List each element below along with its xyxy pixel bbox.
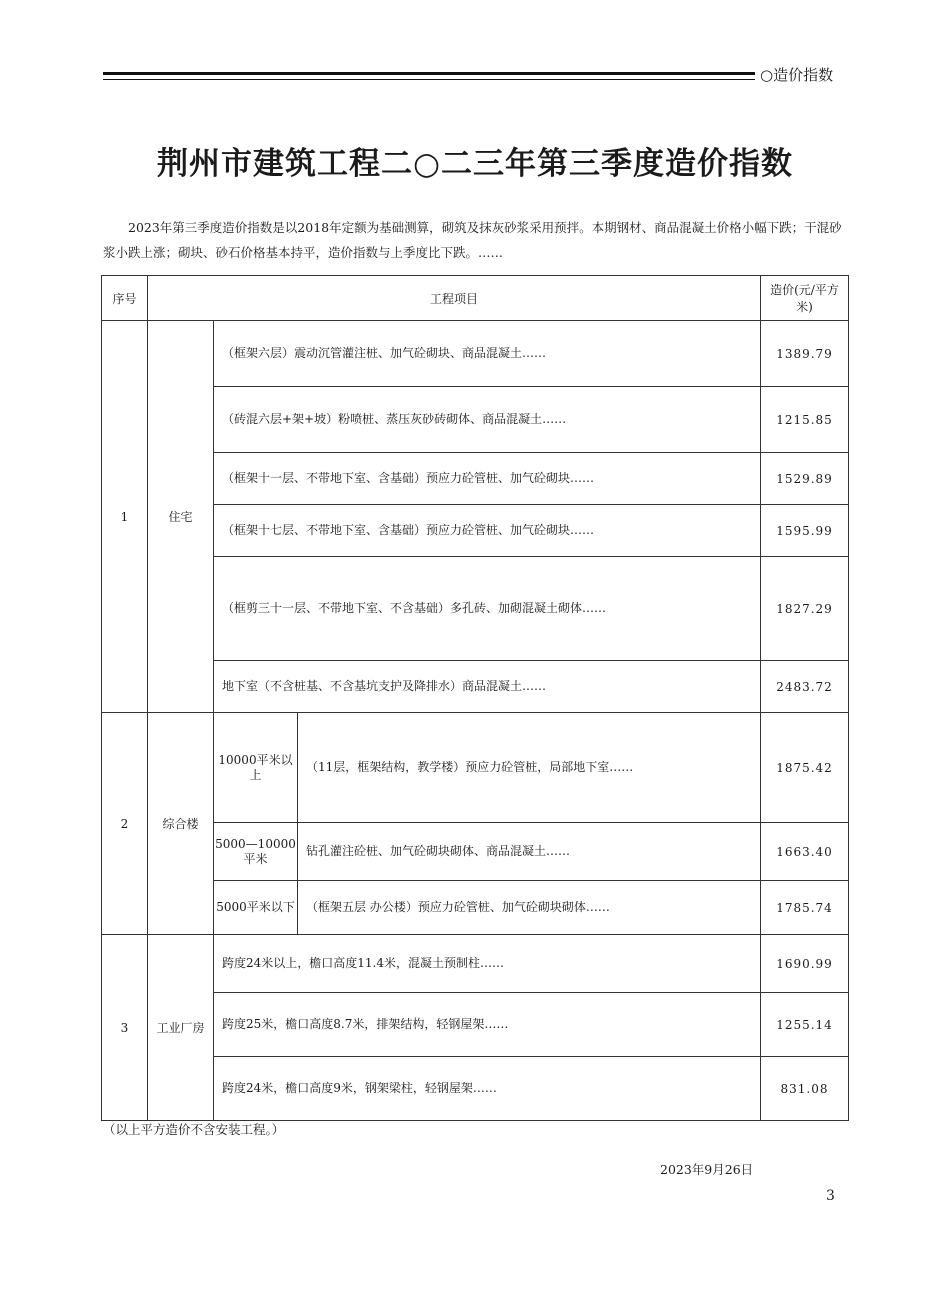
- description-cell: 地下室（不含桩基、不含基坑支护及降排水）商品混凝土……: [214, 661, 761, 713]
- category-cell: 综合楼: [148, 713, 214, 935]
- description-cell: （11层，框架结构，教学楼）预应力砼管桩，局部地下室……: [298, 713, 761, 823]
- issue-date: 2023年9月26日: [660, 1162, 754, 1177]
- price-cell: 1827.29: [761, 557, 849, 661]
- description-cell: （框架五层 办公楼）预应力砼管桩、加气砼砌块砌体……: [298, 881, 761, 935]
- price-cell: 1389.79: [761, 321, 849, 387]
- table-row: [102, 505, 849, 557]
- seq-cell: 2: [102, 713, 148, 935]
- description-cell: （砖混六层+架+坡）粉喷桩、蒸压灰砂砖砌体、商品混凝土……: [214, 387, 761, 453]
- header-rule-thin: [103, 79, 755, 80]
- price-index-table: [101, 275, 849, 1121]
- table-row: [102, 557, 849, 661]
- price-cell: 1690.99: [761, 935, 849, 993]
- price-cell: 2483.72: [761, 661, 849, 713]
- description-cell: 跨度24米，檐口高度9米，钢架梁柱，轻钢屋架……: [214, 1057, 761, 1121]
- price-cell: 831.08: [761, 1057, 849, 1121]
- section-tag: ○造价指数: [760, 66, 834, 84]
- description-cell: 跨度24米以上，檐口高度11.4米，混凝土预制柱……: [214, 935, 761, 993]
- description-cell: 钻孔灌注砼桩、加气砼砌块砌体、商品混凝土……: [298, 823, 761, 881]
- table-row: [102, 993, 849, 1057]
- intro-paragraph: 2023年第三季度造价指数是以2018年定额为基础测算，砌筑及抹灰砂浆采用预拌。本期钢材、商品混凝土价格小幅下跌；干混砂浆小跌上涨；砌块、砂石价格基本持平，造价指数与上季度比下跌。……: [103, 220, 842, 260]
- header-price: 造价(元/平方米): [761, 276, 849, 321]
- header-seq: 序号: [102, 276, 148, 321]
- seq-cell: 1: [102, 321, 148, 713]
- price-cell: 1215.85: [761, 387, 849, 453]
- header-project: 工程项目: [148, 276, 761, 321]
- price-cell: 1875.42: [761, 713, 849, 823]
- description-cell: （框剪三十一层、不带地下室、不含基础）多孔砖、加砌混凝土砌体……: [214, 557, 761, 661]
- page-number: 3: [826, 1188, 835, 1204]
- table-row: [102, 1057, 849, 1121]
- category-cell: 工业厂房: [148, 935, 214, 1121]
- price-cell: 1785.74: [761, 881, 849, 935]
- seq-cell: 3: [102, 935, 148, 1121]
- description-cell: 跨度25米，檐口高度8.7米，排架结构，轻钢屋架……: [214, 993, 761, 1057]
- subcategory-cell: 10000平米以上: [214, 713, 298, 823]
- table-row: [102, 321, 849, 387]
- table-row: [102, 713, 849, 823]
- header-rule-thick: [103, 72, 755, 75]
- subcategory-cell: 5000—10000平米: [214, 823, 298, 881]
- description-cell: （框架十七层、不带地下室、含基础）预应力砼管桩、加气砼砌块……: [214, 505, 761, 557]
- table-row: [102, 881, 849, 935]
- price-cell: 1663.40: [761, 823, 849, 881]
- table-header-row: [102, 276, 849, 321]
- table-row: [102, 823, 849, 881]
- table-footnote: （以上平方造价不含安装工程。）: [103, 1122, 285, 1137]
- description-cell: （框架十一层、不带地下室、含基础）预应力砼管桩、加气砼砌块……: [214, 453, 761, 505]
- table-row: [102, 387, 849, 453]
- table-row: [102, 453, 849, 505]
- table-row: [102, 935, 849, 993]
- description-cell: （框架六层）震动沉管灌注桩、加气砼砌块、商品混凝土……: [214, 321, 761, 387]
- price-cell: 1255.14: [761, 993, 849, 1057]
- subcategory-cell: 5000平米以下: [214, 881, 298, 935]
- price-cell: 1595.99: [761, 505, 849, 557]
- category-cell: 住宅: [148, 321, 214, 713]
- price-cell: 1529.89: [761, 453, 849, 505]
- table-row: [102, 661, 849, 713]
- page-title: 荆州市建筑工程二○二三年第三季度造价指数: [156, 146, 794, 182]
